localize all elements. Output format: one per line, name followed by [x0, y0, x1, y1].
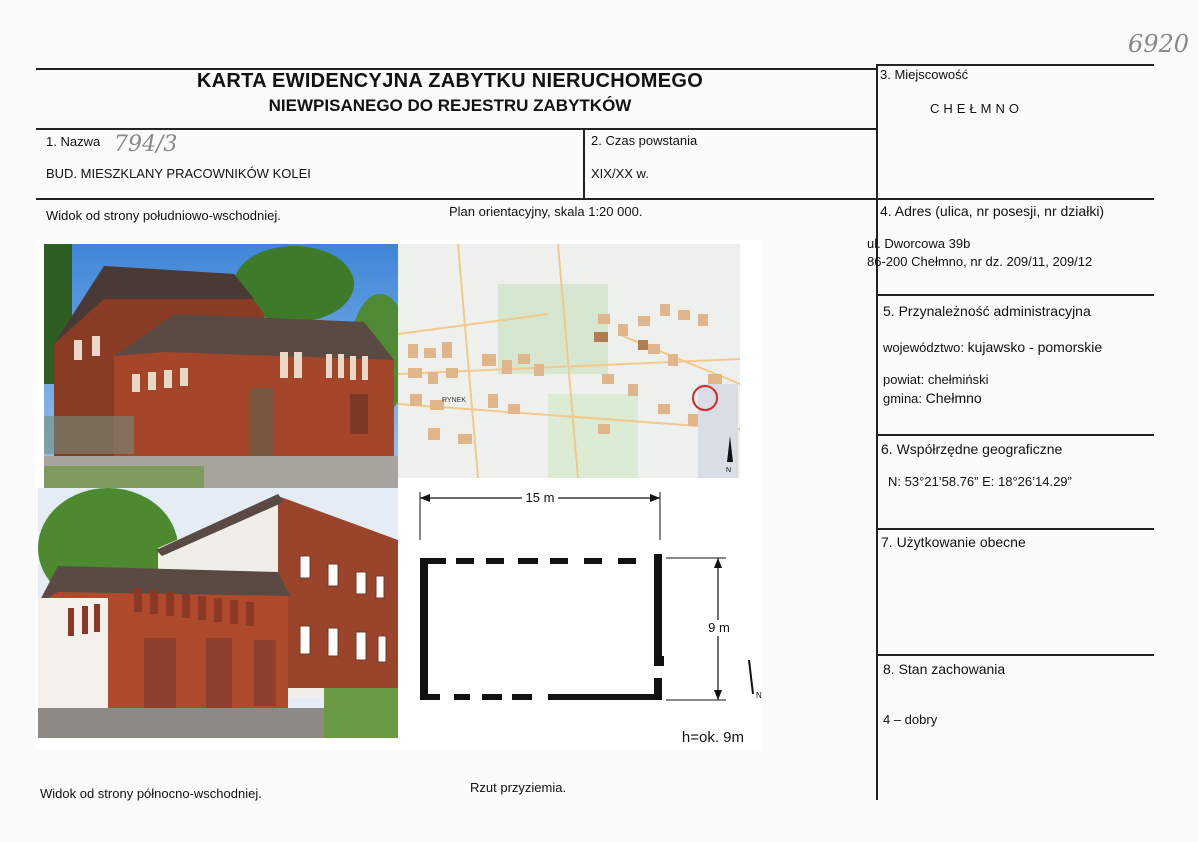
coords-value: N: 53°21’58.76” E: 18°26’14.29” [888, 474, 1072, 489]
voivodeship-label: województwo: [883, 340, 964, 355]
map-market-label: RYNEK [442, 397, 466, 404]
coords-label: 6. Współrzędne geograficzne [881, 441, 1063, 457]
name-code-handwritten: 794/3 [114, 132, 178, 157]
name-label: 1. Nazwa [46, 134, 101, 149]
plan-north-label: N [756, 691, 762, 700]
voivodeship-row [883, 339, 1102, 355]
rule-top-right [876, 64, 1154, 66]
card-subtitle: NIEWPISANEGO DO REJESTRU ZABYTKÓW [268, 96, 632, 115]
usage-label: 7. Użytkowanie obecne [881, 534, 1026, 550]
card-title: KARTA EWIDENCYJNA ZABYTKU NIERUCHOMEGO [196, 70, 704, 92]
admin-label: 5. Przynależność administracyjna [883, 303, 1091, 319]
floor-plan [400, 480, 762, 750]
north-arrow [749, 660, 753, 694]
commune-row [883, 390, 982, 406]
county-label: powiat: [883, 372, 925, 387]
county-value: chełmiński [927, 372, 989, 387]
rule-coords-bottom [876, 528, 1154, 530]
caption-floor-plan: Rzut przyziemia. [470, 780, 567, 795]
rule-title-bottom [36, 128, 876, 130]
locality-label: 3. Miejscowość [880, 67, 969, 82]
rule-right-column [876, 64, 878, 800]
caption-view-ne: Widok od strony północno-wschodniej. [40, 786, 262, 801]
voivodeship-value: kujawsko - pomorskie [967, 339, 1103, 355]
map-north-label: N [726, 467, 732, 474]
condition-value: 4 – dobry [883, 712, 938, 727]
name-value: BUD. MIESZKLANY PRACOWNIKÓW KOLEI [46, 166, 311, 181]
rule-admin-bottom [876, 434, 1154, 436]
rule-fields-bottom [36, 198, 1154, 200]
rule-usage-bottom [876, 654, 1154, 656]
period-label: 2. Czas powstania [591, 133, 698, 148]
address-parcel: 86-200 Chełmno, nr dz. 209/11, 209/12 [867, 254, 1093, 269]
condition-label: 8. Stan zachowania [883, 661, 1006, 677]
height-label: h=ok. 9m [681, 729, 744, 746]
caption-view-se: Widok od strony południowo-wschodniej. [46, 208, 281, 223]
floor-plan-walls [420, 554, 664, 700]
commune-value: Chełmno [925, 390, 982, 406]
commune-label: gmina: [883, 391, 923, 406]
address-label: 4. Adres (ulica, nr posesji, nr działki) [880, 203, 1105, 219]
locality-value: CHEŁMNO [930, 101, 1024, 116]
rule-field-divider [583, 128, 585, 198]
photo-north-east-view [38, 488, 398, 738]
archive-number-handwritten: 6920 [1128, 30, 1190, 58]
period-value: XIX/XX w. [591, 166, 649, 181]
address-street: ul. Dworcowa 39b [867, 236, 971, 251]
rule-address-bottom [876, 294, 1154, 296]
caption-plan: Plan orientacyjny, skala 1:20 000. [449, 204, 643, 219]
width-label: 15 m [525, 490, 555, 505]
orientation-map [398, 244, 740, 478]
depth-label: 9 m [708, 620, 730, 635]
county-row [883, 372, 989, 387]
photo-south-east-view [44, 244, 398, 488]
